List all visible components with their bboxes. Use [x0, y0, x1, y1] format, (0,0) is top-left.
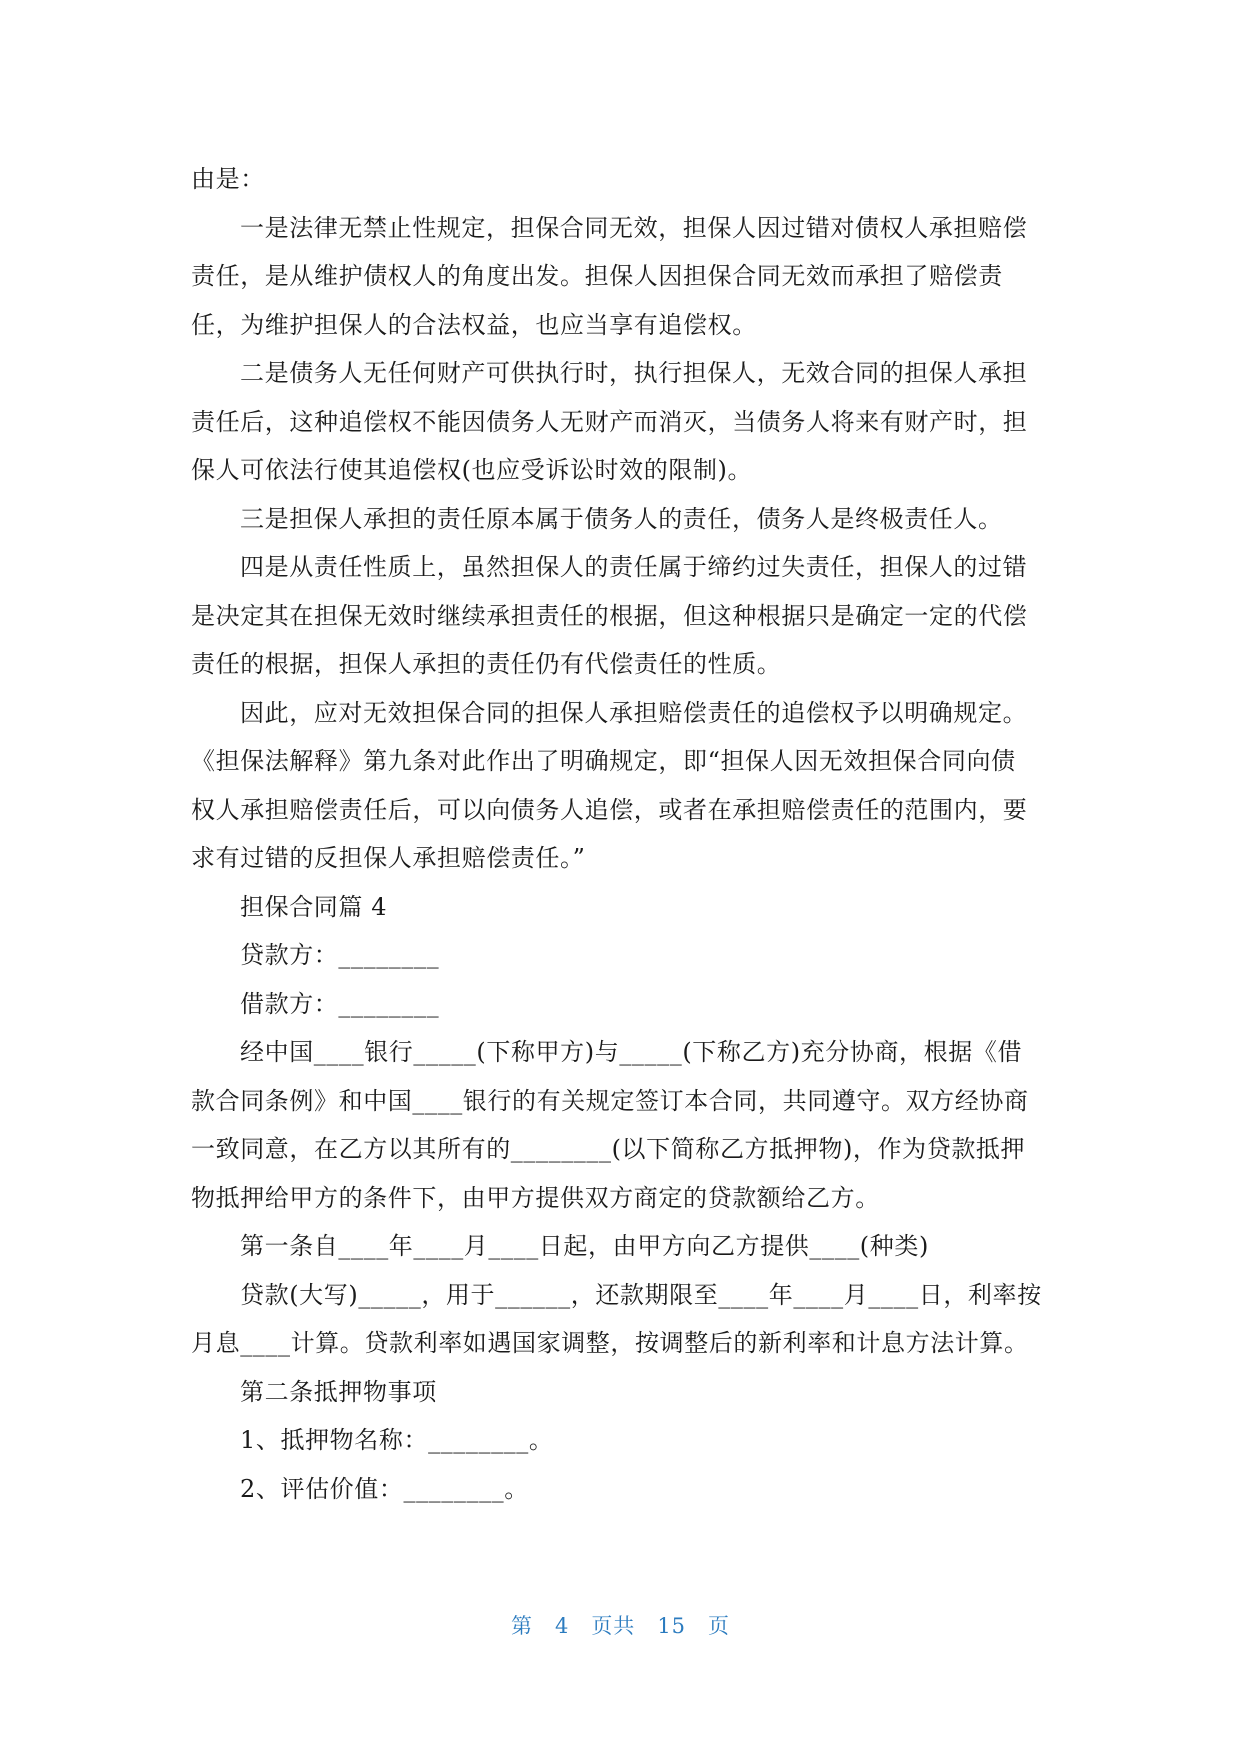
text-line: 贷款(大写)_____，用于______，还款期限至____年____月____日，利率按 — [240, 1280, 1042, 1309]
text-line: 三是担保人承担的责任原本属于债务人的责任，债务人是终极责任人。 — [240, 504, 1003, 533]
text-line: 经中国____银行_____(下称甲方)与_____(下称乙方)充分协商，根据《借 — [240, 1038, 1023, 1066]
text-line: 由是： — [191, 165, 265, 193]
text-line: 月息____计算。贷款利率如遇国家调整，按调整后的新利率和计息方法计算。 — [191, 1329, 1029, 1357]
text-line: 2、评估价值：________。 — [240, 1474, 529, 1503]
text-line: 责任，是从维护债权人的角度出发。担保人因担保合同无效而承担了赔偿责 — [191, 262, 1003, 290]
text-line: 权人承担赔偿责任后，可以向债务人追偿，或者在承担赔偿责任的范围内，要 — [191, 795, 1028, 824]
text-line: 第二条抵押物事项 — [240, 1377, 437, 1406]
text-line: 第一条自____年____月____日起，由甲方向乙方提供____(种类) — [240, 1232, 929, 1260]
text-line: 二是债务人无任何财产可供执行时，执行担保人，无效合同的担保人承担 — [240, 359, 1028, 387]
text-line: 借款方：________ — [240, 989, 440, 1018]
text-line: 责任后，这种追偿权不能因债务人无财产而消灭，当债务人将来有财产时，担 — [191, 407, 1028, 436]
text-line: 贷款方：________ — [240, 941, 440, 969]
page-prefix: 第 — [510, 1614, 533, 1638]
text-line: 一致同意，在乙方以其所有的________(以下简称乙方抵押物)，作为贷款抵押 — [191, 1135, 1026, 1163]
text-line: 款合同条例》和中国____银行的有关规定签订本合同，共同遵守。双方经协商 — [191, 1086, 1029, 1115]
page-middle: 页共 — [591, 1614, 636, 1638]
document-body — [191, 155, 1051, 1513]
text-line: 担保合同篇 4 — [240, 892, 388, 921]
text-line: 任，为维护担保人的合法权益，也应当享有追偿权。 — [191, 310, 757, 339]
text-line: 保人可依法行使其追偿权(也应受诉讼时效的限制)。 — [191, 456, 753, 484]
page-footer — [0, 1610, 1241, 1640]
text-line: 物抵押给甲方的条件下，由甲方提供双方商定的贷款额给乙方。 — [191, 1183, 880, 1212]
current-page: 4 — [554, 1614, 570, 1638]
text-line: 因此，应对无效担保合同的担保人承担赔偿责任的追偿权予以明确规定。 — [240, 698, 1028, 727]
text-line: 责任的根据，担保人承担的责任仍有代偿责任的性质。 — [191, 650, 782, 678]
text-line: 《担保法解释》第九条对此作出了明确规定，即“担保人因无效担保合同向债 — [191, 747, 1016, 775]
text-line: 是决定其在担保无效时继续承担责任的根据，但这种根据只是确定一定的代偿 — [191, 601, 1028, 630]
text-line: 1、抵押物名称：________。 — [240, 1426, 554, 1454]
total-pages: 15 — [657, 1614, 687, 1638]
page-suffix: 页 — [708, 1614, 731, 1638]
text-line: 求有过错的反担保人承担赔偿责任。” — [191, 844, 586, 872]
text-line: 一是法律无禁止性规定，担保合同无效，担保人因过错对债权人承担赔偿 — [240, 213, 1028, 242]
text-line: 四是从责任性质上，虽然担保人的责任属于缔约过失责任，担保人的过错 — [240, 553, 1028, 581]
